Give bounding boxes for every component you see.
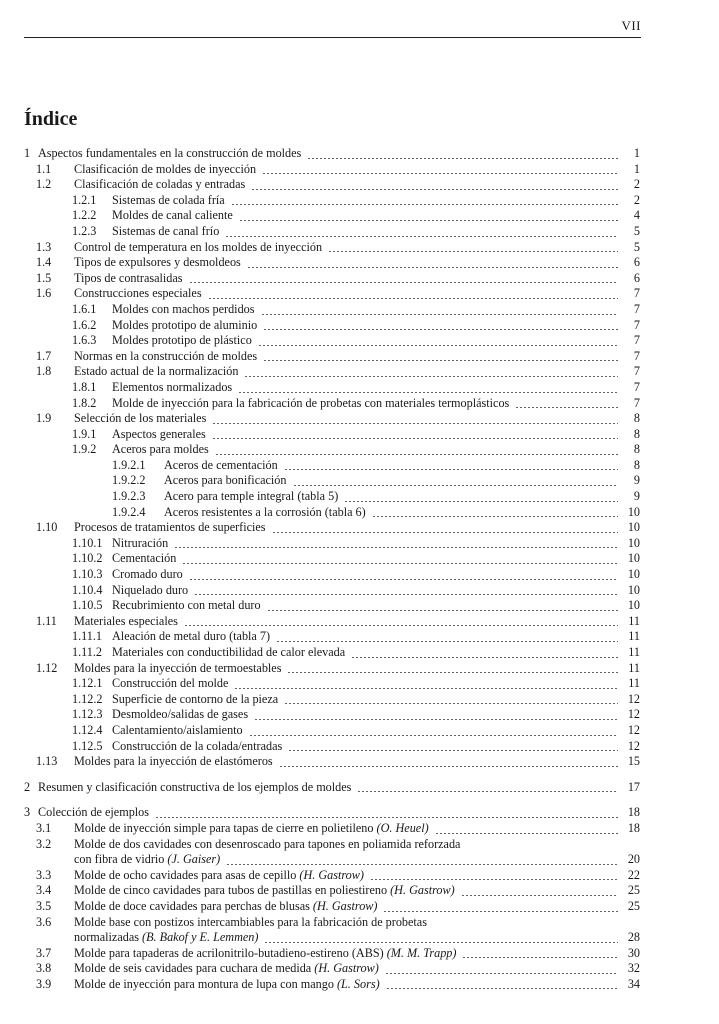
dot-leader	[212, 438, 618, 439]
toc-entry-page: 11	[628, 676, 640, 691]
toc-entry-number: 2	[24, 779, 31, 794]
toc-entry-number: 1.11	[36, 613, 57, 628]
toc-entry-title: Aspectos generales	[112, 426, 206, 441]
toc-entry	[24, 505, 640, 521]
toc-entry-number: 1.2	[36, 177, 52, 192]
toc-entry-number: 1.3	[36, 239, 52, 254]
toc-entry-page: 8	[633, 426, 640, 441]
toc-entry-number: 1.12.4	[72, 722, 103, 737]
toc-entry-page: 25	[627, 898, 640, 913]
toc-entry-title: Moldes para la inyección de termoestables	[74, 660, 282, 675]
toc-entry	[24, 177, 640, 193]
toc-entry	[24, 364, 640, 380]
dot-leader	[155, 817, 618, 818]
page-title: Índice	[24, 108, 78, 130]
toc-entry-page: 10	[627, 598, 640, 613]
toc-entry	[24, 837, 640, 853]
toc-entry	[24, 411, 640, 427]
dot-leader	[261, 314, 618, 315]
toc-entry	[24, 442, 640, 458]
dot-leader	[288, 750, 618, 751]
dot-leader	[307, 158, 618, 159]
toc-entry-title: Calentamiento/aislamiento	[112, 722, 243, 737]
toc-entry-number: 1.6.3	[72, 333, 97, 348]
dot-leader	[258, 345, 618, 346]
toc-entry-page: 5	[633, 223, 640, 238]
toc-entry-title: Molde de inyección simple para tapas de cierre en polietileno (O. Heuel)	[74, 820, 429, 835]
toc-entry-title: Procesos de tratamientos de superficies	[74, 520, 266, 535]
toc-entry-title: Molde de seis cavidades para cuchara de medida (H. Gastrow)	[74, 961, 379, 976]
toc-entry-page: 7	[633, 333, 640, 348]
dot-leader	[370, 879, 618, 880]
toc-entry-number: 3.8	[36, 961, 52, 976]
toc-entry	[24, 520, 640, 536]
toc-entry-title: Aceros de cementación	[164, 457, 278, 472]
toc-entry-title: Molde de ocho cavidades para asas de cepillo (H. Gastrow)	[74, 867, 364, 882]
toc-entry-title: Construcción del molde	[112, 676, 229, 691]
toc-entry-title: Nitruración	[112, 535, 169, 550]
toc-entry-page: 1	[633, 146, 640, 160]
toc-entry-number: 3	[24, 805, 31, 820]
toc-entry-number: 1.11.1	[72, 629, 103, 644]
toc-entry-number: 3.5	[36, 898, 52, 913]
toc-entry-title: Recubrimiento con metal duro	[112, 598, 261, 613]
toc-entry-title: Aspectos fundamentales en la construcción de moldes	[38, 146, 302, 160]
toc-entry-number: 1.10.4	[72, 582, 103, 597]
toc-entry	[24, 396, 640, 412]
toc-entry	[24, 536, 640, 552]
toc-entry-number: 1.1	[36, 161, 52, 176]
toc-entry-title: Sistemas de canal frío	[112, 223, 220, 238]
dot-leader	[244, 376, 618, 377]
toc-entry-author: (J. Gaiser)	[164, 852, 221, 867]
toc-entry	[24, 676, 640, 692]
dot-leader	[284, 469, 618, 470]
toc-entry-page: 10	[627, 504, 640, 519]
dot-leader	[276, 641, 618, 642]
toc-entry-page: 2	[633, 177, 640, 192]
toc-entry-number: 1.8	[36, 364, 52, 379]
toc-entry-number: 1.6.1	[72, 301, 97, 316]
toc-entry	[24, 458, 640, 474]
dot-leader	[263, 360, 618, 361]
dot-leader	[272, 532, 618, 533]
toc-entry-title: Aceros para bonificación	[164, 473, 287, 488]
toc-entry-title: Moldes prototipo de aluminio	[112, 317, 258, 332]
toc-entry	[24, 723, 640, 739]
toc-entry-author: (H. Gastrow)	[311, 961, 379, 976]
toc-entry-title: Acero para temple integral (tabla 5)	[164, 489, 339, 504]
dot-leader	[189, 282, 618, 283]
toc-entry-page: 8	[633, 411, 640, 426]
toc-entry-title: Moldes para la inyección de elastómeros	[74, 754, 273, 769]
toc-entry-title: Aceros resistentes a la corrosión (tabla 6)	[164, 504, 366, 519]
toc-entry-title: Molde de doce cavidades para perchas de blusas (H. Gastrow)	[74, 898, 378, 913]
toc-entry-page: 7	[633, 364, 640, 379]
toc-entry-number: 1.2.2	[72, 208, 97, 223]
dot-leader	[264, 942, 618, 943]
toc-entry	[24, 333, 640, 349]
toc-entry-page: 9	[633, 489, 640, 504]
toc-entry-page: 10	[627, 582, 640, 597]
toc-entry-number: 1.12.1	[72, 676, 103, 691]
toc-entry	[24, 821, 640, 837]
dot-leader	[385, 973, 618, 974]
toc-entry-number: 3.6	[36, 914, 52, 929]
dot-leader	[208, 298, 618, 299]
toc-entry-title: Colección de ejemplos	[38, 805, 150, 820]
toc-entry-title: Clasificación de moldes de inyección	[74, 161, 257, 176]
dot-leader	[212, 423, 618, 424]
toc-entry-number: 3.4	[36, 883, 52, 898]
dot-leader	[239, 220, 618, 221]
toc-entry-page: 7	[633, 317, 640, 332]
toc-entry	[24, 739, 640, 755]
toc-entry	[24, 567, 640, 583]
toc-entry	[24, 899, 640, 915]
toc-entry-number: 1.13	[36, 754, 58, 769]
toc-entry-continuation	[24, 852, 640, 868]
dot-leader	[254, 719, 618, 720]
toc-entry	[24, 883, 640, 899]
dot-leader	[225, 236, 618, 237]
dot-leader	[247, 267, 618, 268]
toc-entry-number: 1.9.1	[72, 426, 97, 441]
toc-entry	[24, 193, 640, 209]
dot-leader	[284, 703, 618, 704]
dot-leader	[189, 579, 618, 580]
toc-entry	[24, 271, 640, 287]
toc-entry-number: 1.9.2.2	[112, 473, 146, 488]
toc-entry	[24, 754, 640, 770]
toc-entry-number: 1.9.2.4	[112, 504, 146, 519]
toc-entry-author: (H. Gastrow)	[296, 867, 364, 882]
toc-entry	[24, 977, 640, 993]
toc-entry-number: 1.4	[36, 255, 52, 270]
dot-leader	[238, 392, 618, 393]
toc-entry	[24, 473, 640, 489]
toc-entry	[24, 427, 640, 443]
toc-entry	[24, 208, 640, 224]
toc-entry	[24, 224, 640, 240]
toc-entry-title: Molde de dos cavidades con desenroscado para tapones en poliamida reforzada	[74, 836, 461, 851]
toc-entry-number: 1.10.5	[72, 598, 103, 613]
toc-entry-page: 18	[627, 820, 640, 835]
dot-leader	[328, 251, 618, 252]
toc-entry-number: 3.3	[36, 867, 52, 882]
dot-leader	[372, 516, 618, 517]
toc-entry	[24, 598, 640, 614]
dot-leader	[462, 957, 618, 958]
toc-entry-page: 9	[633, 473, 640, 488]
toc-entry-continuation	[24, 930, 640, 946]
toc-entry-page: 7	[633, 286, 640, 301]
toc-entry-number: 1.5	[36, 270, 52, 285]
toc-entry	[24, 162, 640, 178]
toc-entry	[24, 255, 640, 271]
dot-leader	[461, 895, 618, 896]
toc-entry-number: 1.11.2	[72, 645, 103, 659]
dot-leader	[293, 485, 619, 486]
toc-entry	[24, 946, 640, 962]
toc-entry	[24, 661, 640, 677]
toc-entry-page: 11	[628, 645, 640, 659]
toc-entry-title: Aceros para moldes	[112, 442, 209, 457]
toc-entry-title: Molde para tapaderas de acrilonitrilo-butadieno-estireno (ABS) (M. M. Trapp)	[74, 945, 457, 960]
toc-entry-title: con fibra de vidrio (J. Gaiser)	[74, 852, 221, 867]
toc-entry-author: (L. Sors)	[333, 976, 380, 991]
toc-entry-page: 12	[627, 691, 640, 706]
toc-entry-title: Niquelado duro	[112, 582, 189, 597]
toc-entry	[24, 961, 640, 977]
toc-entry-page: 7	[633, 379, 640, 394]
dot-leader	[234, 688, 618, 689]
toc-entry-page: 25	[627, 883, 640, 898]
toc-entry-number: 1.12	[36, 660, 58, 675]
dot-leader	[182, 563, 618, 564]
toc-entry-title: Sistemas de colada fría	[112, 192, 225, 207]
toc-entry-number: 1.8.2	[72, 395, 97, 410]
toc-entry	[24, 286, 640, 302]
toc-entry-number: 3.1	[36, 820, 52, 835]
toc-entry	[24, 629, 640, 645]
dot-leader	[231, 204, 618, 205]
dot-leader	[249, 735, 618, 736]
toc-entry-page: 1	[633, 161, 640, 176]
toc-entry-title: Moldes con machos perdidos	[112, 301, 255, 316]
header-rule	[24, 37, 641, 38]
toc-entry-page: 12	[627, 707, 640, 722]
toc-entry-title: Selección de los materiales	[74, 411, 207, 426]
toc-entry-number: 1.10.3	[72, 567, 103, 582]
table-of-contents	[24, 146, 640, 992]
toc-entry-page: 7	[633, 348, 640, 363]
toc-entry-number: 1.10.1	[72, 535, 103, 550]
toc-entry-number: 1.6.2	[72, 317, 97, 332]
toc-entry-author: (O. Heuel)	[373, 820, 429, 835]
toc-entry-number: 1.12.5	[72, 738, 103, 753]
dot-leader	[262, 173, 618, 174]
toc-entry-number: 3.7	[36, 945, 52, 960]
toc-entry-page: 8	[633, 442, 640, 457]
toc-entry-page: 20	[627, 852, 640, 867]
toc-entry	[24, 692, 640, 708]
toc-entry-number: 1.12.2	[72, 691, 103, 706]
toc-entry-page: 10	[627, 520, 640, 535]
toc-entry-number: 1.9.2.1	[112, 457, 146, 472]
dot-leader	[344, 501, 618, 502]
toc-entry-title: Moldes prototipo de plástico	[112, 333, 252, 348]
dot-leader	[435, 833, 618, 834]
toc-entry-number: 1.8.1	[72, 379, 97, 394]
toc-entry-page: 7	[633, 301, 640, 316]
dot-leader	[226, 864, 618, 865]
toc-entry-title: Resumen y clasificación constructiva de los ejemplos de moldes	[38, 779, 352, 794]
toc-entry-title: Normas en la construcción de moldes	[74, 348, 258, 363]
toc-entry-page: 32	[627, 961, 640, 976]
toc-entry-number: 1.9	[36, 411, 52, 426]
toc-entry-number: 1.12.3	[72, 707, 103, 722]
toc-entry-page: 34	[627, 976, 640, 991]
toc-entry-page: 4	[633, 208, 640, 223]
page-number: VII	[621, 18, 641, 33]
toc-entry	[24, 318, 640, 334]
toc-entry-title: Molde de inyección para montura de lupa con mango (L. Sors)	[74, 976, 380, 991]
toc-entry-page: 11	[628, 629, 640, 644]
toc-entry-title: Clasificación de coladas y entradas	[74, 177, 246, 192]
toc-entry-number: 3.9	[36, 976, 52, 991]
dot-leader	[263, 329, 618, 330]
toc-entry-title: Control de temperatura en los moldes de inyección	[74, 239, 323, 254]
dot-leader	[351, 657, 618, 658]
toc-entry	[24, 489, 640, 505]
toc-entry	[24, 302, 640, 318]
dot-leader	[287, 672, 618, 673]
dot-leader	[251, 189, 618, 190]
toc-entry-page: 17	[627, 779, 640, 794]
toc-entry	[24, 349, 640, 365]
toc-entry-title: Superficie de contorno de la pieza	[112, 691, 279, 706]
toc-entry-page: 7	[633, 395, 640, 410]
toc-entry-number: 3.2	[36, 836, 52, 851]
toc-entry-page: 6	[633, 255, 640, 270]
toc-entry-author: (M. M. Trapp)	[383, 945, 457, 960]
toc-entry-number: 1.9.2.3	[112, 489, 146, 504]
toc-entry-page: 5	[633, 239, 640, 254]
toc-entry-title: Molde de inyección para la fabricación de probetas con materiales termoplásticos	[112, 395, 510, 410]
toc-entry-title: Materiales con conductibilidad de calor elevada	[112, 645, 346, 659]
toc-entry	[24, 805, 640, 821]
toc-entry-number: 1.10.2	[72, 551, 103, 566]
toc-entry-author: (H. Gastrow)	[387, 883, 455, 898]
toc-entry-page: 11	[628, 660, 640, 675]
toc-entry-number: 1.10	[36, 520, 58, 535]
toc-entry	[24, 868, 640, 884]
toc-entry-title: Construcciones especiales	[74, 286, 202, 301]
toc-entry-page: 11	[628, 613, 640, 628]
toc-entry-page: 10	[627, 535, 640, 550]
toc-entry-page: 18	[627, 805, 640, 820]
toc-entry-number: 1.9.2	[72, 442, 97, 457]
toc-entry	[24, 146, 640, 162]
toc-entry	[24, 707, 640, 723]
toc-entry-title: normalizadas (B. Bakof y E. Lemmen)	[74, 930, 259, 945]
toc-entry-page: 12	[627, 722, 640, 737]
toc-entry-page: 15	[627, 754, 640, 769]
toc-entry-page: 12	[627, 738, 640, 753]
toc-entry-title: Elementos normalizados	[112, 379, 233, 394]
toc-entry-number: 1.2.3	[72, 223, 97, 238]
toc-entry-number: 1.7	[36, 348, 52, 363]
toc-entry-number: 1	[24, 146, 31, 160]
toc-entry-number: 1.6	[36, 286, 52, 301]
toc-entry-number: 1.2.1	[72, 192, 97, 207]
dot-leader	[357, 791, 618, 792]
toc-entry-page: 10	[627, 567, 640, 582]
toc-entry	[24, 915, 640, 931]
toc-entry-title: Aleación de metal duro (tabla 7)	[112, 629, 271, 644]
toc-entry-author: (H. Gastrow)	[309, 898, 378, 913]
toc-entry	[24, 645, 640, 661]
toc-entry	[24, 551, 640, 567]
dot-leader	[174, 547, 618, 548]
toc-entry-page: 8	[633, 457, 640, 472]
toc-entry	[24, 780, 640, 796]
dot-leader	[386, 988, 618, 989]
toc-entry	[24, 380, 640, 396]
toc-entry-title: Cementación	[112, 551, 177, 566]
dot-leader	[215, 454, 618, 455]
toc-entry-title: Molde base con postizos intercambiables para la fabricación de probetas	[74, 914, 427, 929]
dot-leader	[515, 407, 618, 408]
toc-entry-page: 10	[627, 551, 640, 566]
toc-entry-title: Tipos de contrasalidas	[74, 270, 183, 285]
toc-entry-title: Materiales especiales	[74, 613, 178, 628]
toc-entry-title: Desmoldeo/salidas de gases	[112, 707, 249, 722]
toc-entry-title: Molde de cinco cavidades para tubos de pastillas en poliestireno (H. Gastrow)	[74, 883, 455, 898]
toc-entry-page: 2	[633, 192, 640, 207]
toc-entry	[24, 614, 640, 630]
toc-entry-page: 30	[627, 945, 640, 960]
toc-entry-title: Tipos de expulsores y desmoldeos	[74, 255, 241, 270]
toc-entry	[24, 583, 640, 599]
toc-entry-title: Moldes de canal caliente	[112, 208, 233, 223]
toc-entry-title: Cromado duro	[112, 567, 183, 582]
toc-entry-page: 28	[627, 930, 640, 945]
dot-leader	[279, 766, 618, 767]
dot-leader	[383, 911, 618, 912]
dot-leader	[267, 610, 618, 611]
toc-entry-author: (B. Bakof y E. Lemmen)	[138, 930, 259, 945]
toc-entry-title: Estado actual de la normalización	[74, 364, 239, 379]
dot-leader	[194, 594, 618, 595]
toc-entry	[24, 240, 640, 256]
toc-entry-title: Construcción de la colada/entradas	[112, 738, 283, 753]
dot-leader	[184, 625, 618, 626]
toc-entry-page: 6	[633, 270, 640, 285]
toc-entry-page: 22	[627, 867, 640, 882]
